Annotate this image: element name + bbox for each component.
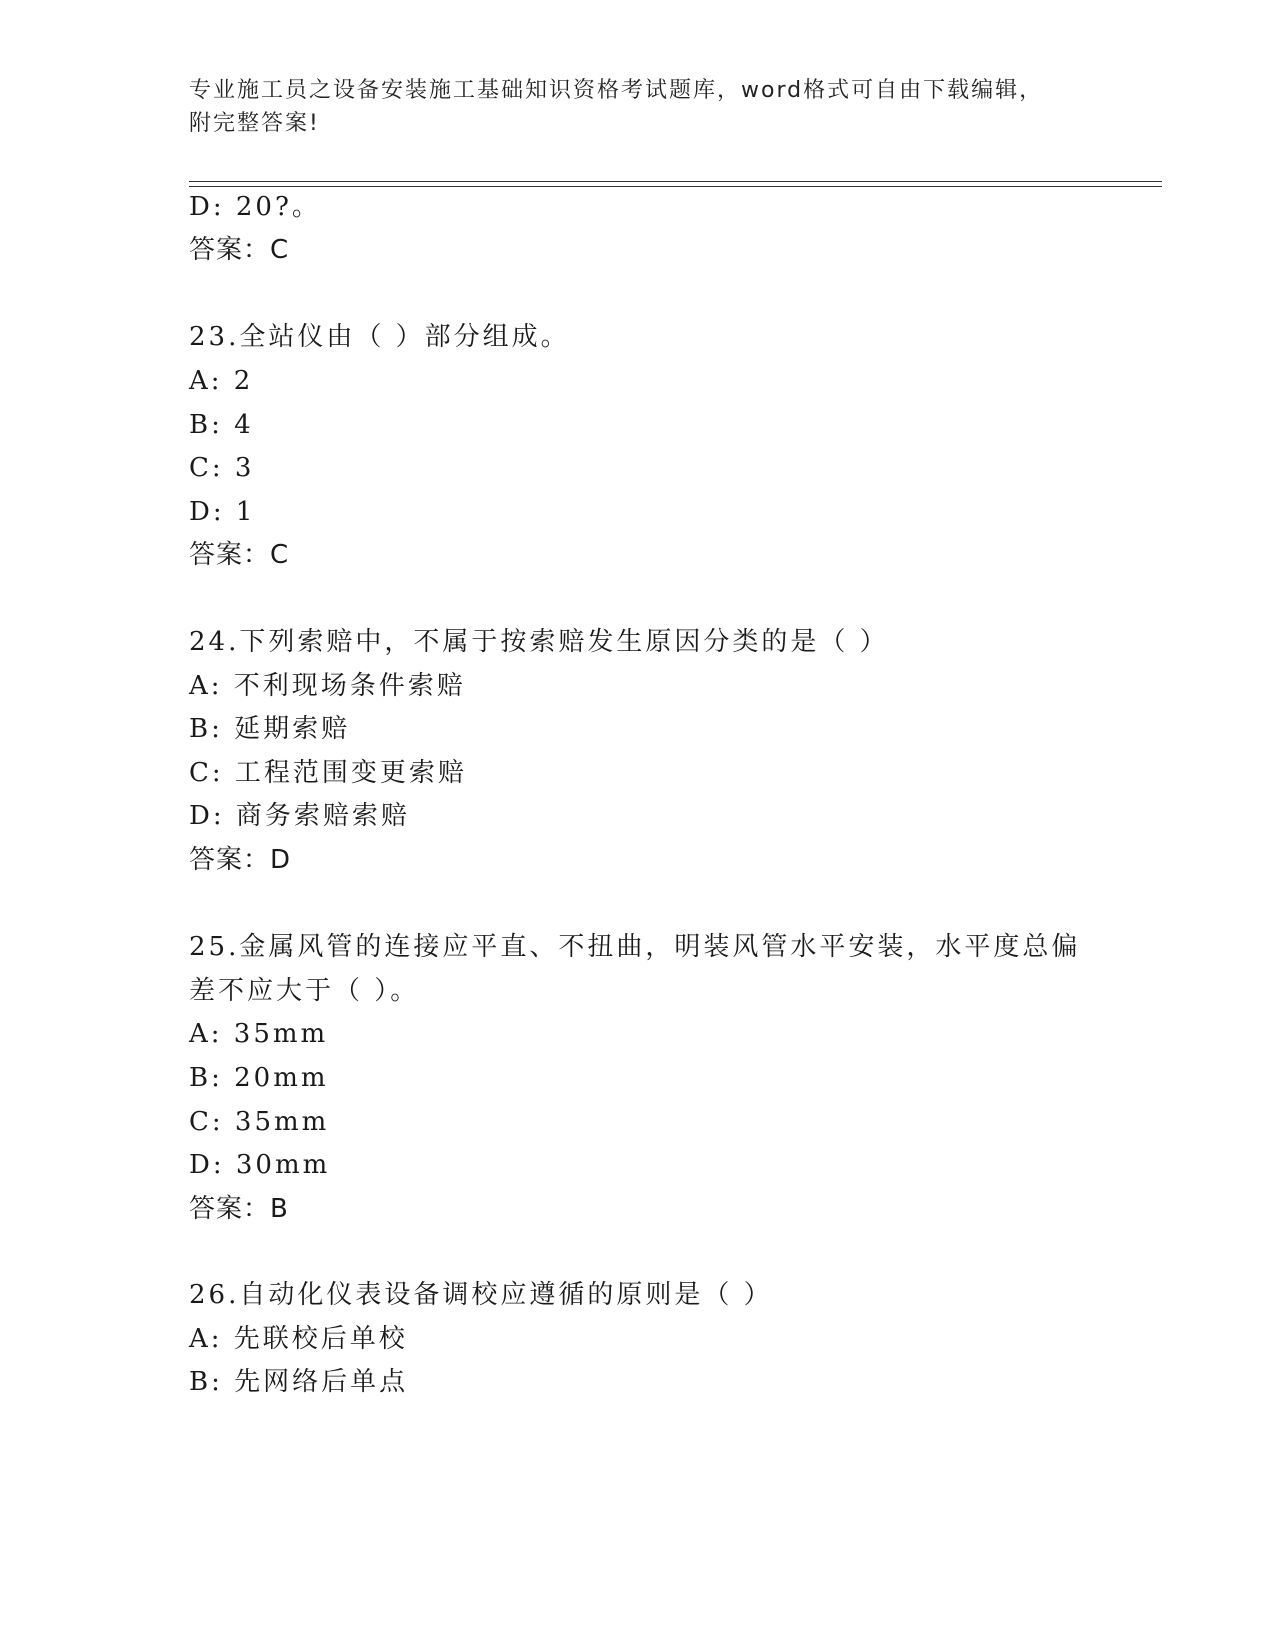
q23-option-c: C: 3	[189, 453, 255, 483]
q25-option-b: B: 20mm	[189, 1063, 329, 1093]
q26-stem: 26.自动化仪表设备调校应遵循的原则是（ ）	[189, 1280, 773, 1310]
prev-answer: 答案：C	[189, 235, 290, 265]
header-title-line-1: 专业施工员之设备安装施工基础知识资格考试题库，word格式可自由下载编辑，	[189, 78, 1044, 103]
q24-option-d: D: 商务索赔索赔	[189, 801, 410, 831]
document-header	[189, 74, 1089, 140]
q24-option-b: B: 延期索赔	[189, 714, 351, 744]
q24-answer: 答案：D	[189, 845, 292, 875]
q25-stem-line-1: 25.金属风管的连接应平直、不扭曲，明装风管水平安装，水平度总偏	[189, 932, 1081, 962]
q25-option-d: D: 30mm	[189, 1150, 331, 1180]
header-title-line-2: 附完整答案!	[189, 111, 320, 136]
q26-option-b: B: 先网络后单点	[189, 1367, 409, 1397]
header-divider-bottom	[189, 186, 1162, 187]
q25-option-c: C: 35mm	[189, 1107, 330, 1137]
q23-answer: 答案：C	[189, 540, 290, 570]
q24-stem: 24.下列索赔中，不属于按索赔发生原因分类的是（ ）	[189, 627, 889, 657]
q24-option-a: A: 不利现场条件索赔	[189, 671, 466, 701]
q26-option-a: A: 先联校后单校	[189, 1324, 408, 1354]
prev-option-d: D: 20?。	[189, 192, 321, 222]
q23-stem: 23.全站仪由（ ）部分组成。	[189, 322, 570, 352]
q24-option-c: C: 工程范围变更索赔	[189, 758, 467, 788]
q23-option-d: D: 1	[189, 497, 256, 527]
q23-option-a: A: 2	[189, 366, 254, 396]
header-divider-top	[189, 181, 1162, 182]
q25-option-a: A: 35mm	[189, 1019, 329, 1049]
q25-answer: 答案：B	[189, 1194, 289, 1224]
q23-option-b: B: 4	[189, 410, 254, 440]
q25-stem-line-2: 差不应大于（ ）。	[189, 976, 420, 1006]
